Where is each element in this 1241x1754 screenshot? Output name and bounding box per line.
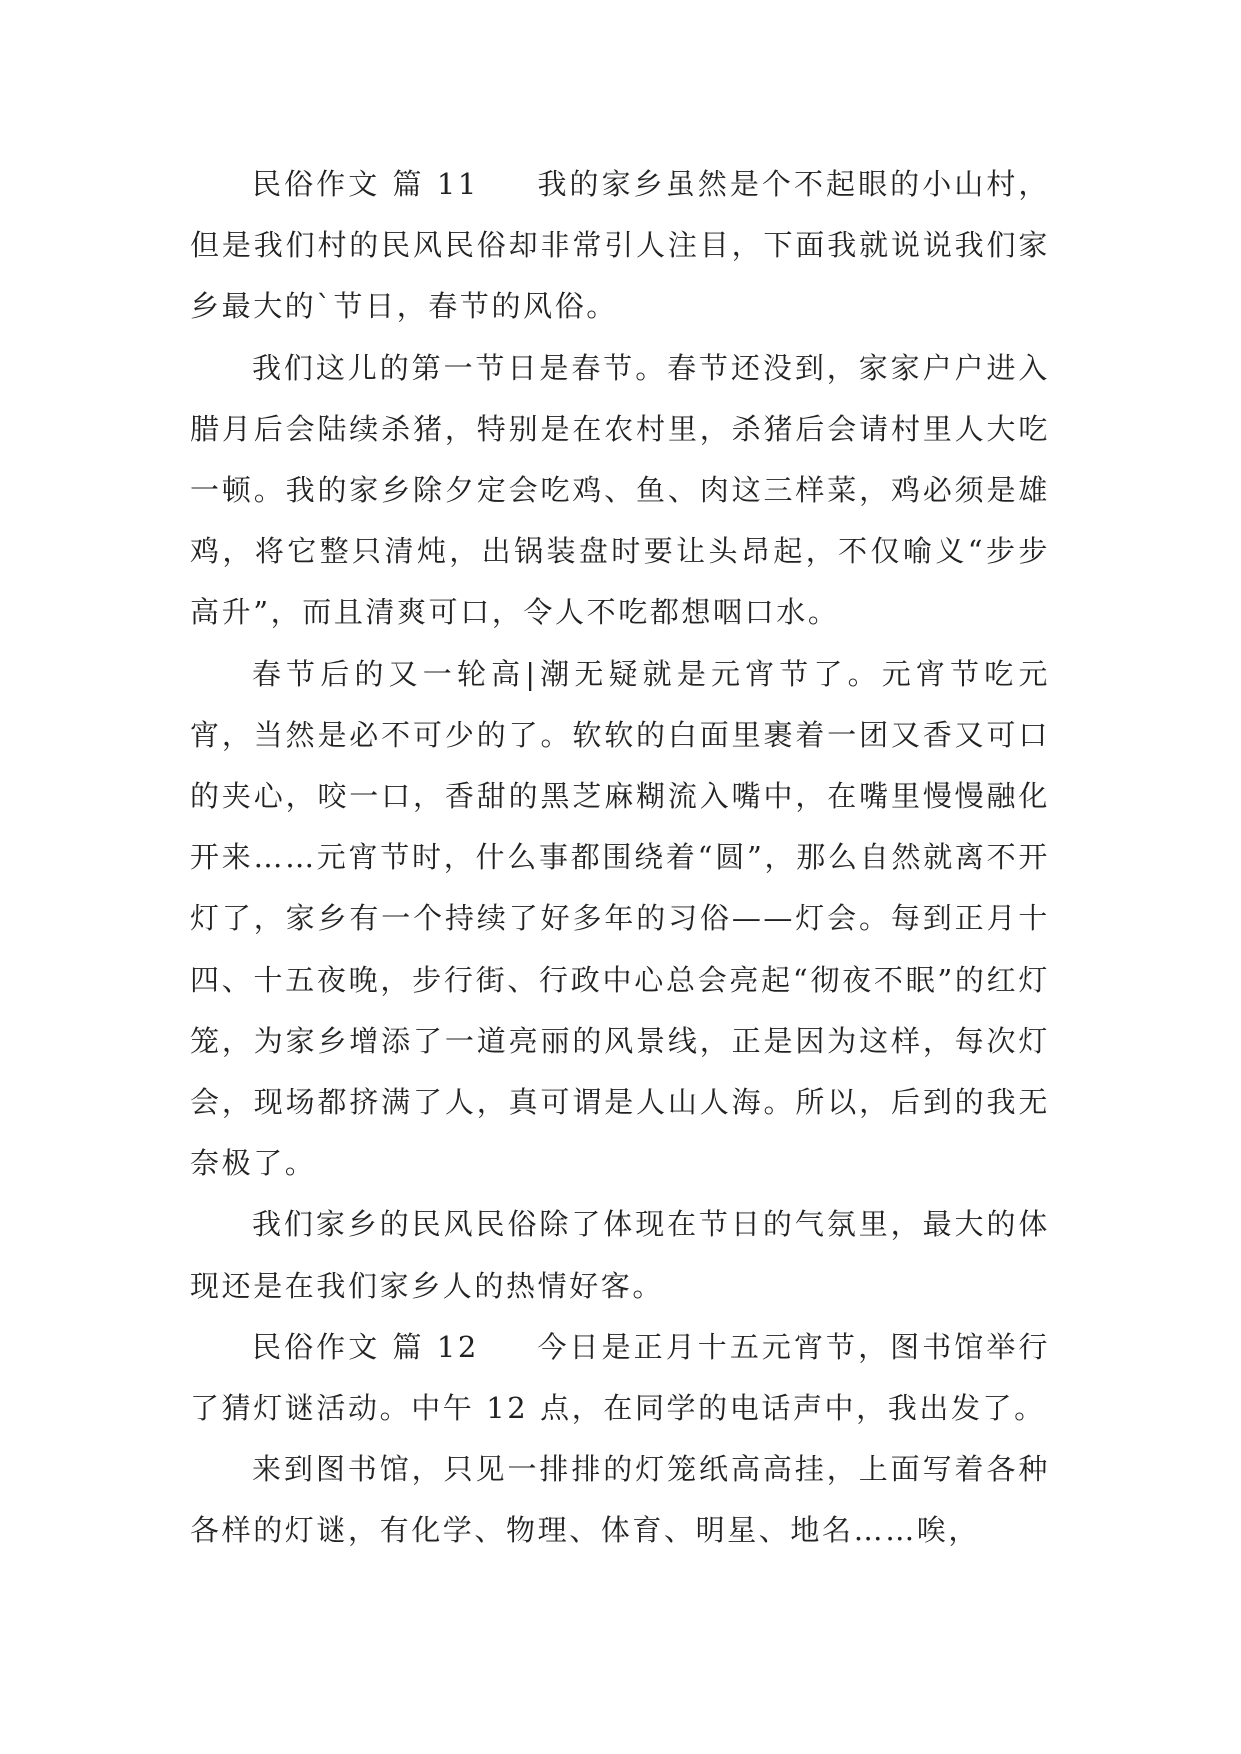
paragraph-spring-festival [190, 338, 1050, 644]
paragraph-essay-11-intro [190, 154, 1050, 338]
paragraph-text: 我的家乡虽然是个不起眼的小山村，但是我们村的民风民俗却非常引人注目，下面我就说说我们家乡最大的`节日，春节的风俗。 [190, 167, 1050, 324]
paragraph-library-riddles [190, 1439, 1050, 1561]
paragraph-text: 今日是正月十五元宵节，图书馆举行了猜灯谜活动。中午 12 点，在同学的电话声中，我出发了。 [190, 1329, 1050, 1426]
paragraph-hospitality [190, 1194, 1050, 1316]
paragraph-essay-12-intro [190, 1317, 1050, 1439]
document-body [190, 154, 1050, 1562]
paragraph-text: 我们这儿的第一节日是春节。春节还没到，家家户户进入腊月后会陆续杀猪，特别是在农村里，杀猪后会请村里人大吃一顿。我的家乡除夕定会吃鸡、鱼、肉这三样菜，鸡必须是雄鸡，将它整只清炖，出锅装盘时要让头昂起，不仅喻义“步步高升”，而且清爽可口，令人不吃都想咽口水。 [190, 350, 1050, 630]
paragraph-text: 来到图书馆，只见一排排的灯笼纸高高挂，上面写着各种各样的灯谜，有化学、物理、体育、明星、地名……唉， [190, 1452, 1050, 1548]
paragraph-text: 春节后的又一轮高|潮无疑就是元宵节了。元宵节吃元宵，当然是必不可少的了。软软的白面里裹着一团又香又可口的夹心，咬一口，香甜的黑芝麻糊流入嘴中，在嘴里慢慢融化开来……元宵节时，什么事都围绕着“圆”，那么自然就离不开灯了，家乡有一个持续了好多年的习俗——灯会。每到正月十四、十五夜晚，步行街、行政中心总会亮起“彻夜不眠”的红灯笼，为家乡增添了一道亮丽的风景线，正是因为这样，每次灯会，现场都挤满了人，真可谓是人山人海。所以，后到的我无奈极了。 [190, 656, 1050, 1181]
paragraph-lantern-festival [190, 644, 1050, 1195]
essay-heading: 民俗作文 篇 12 [252, 1329, 479, 1364]
essay-heading: 民俗作文 篇 11 [252, 167, 479, 201]
paragraph-text: 我们家乡的民风民俗除了体现在节日的气氛里，最大的体现还是在我们家乡人的热情好客。 [190, 1207, 1050, 1303]
